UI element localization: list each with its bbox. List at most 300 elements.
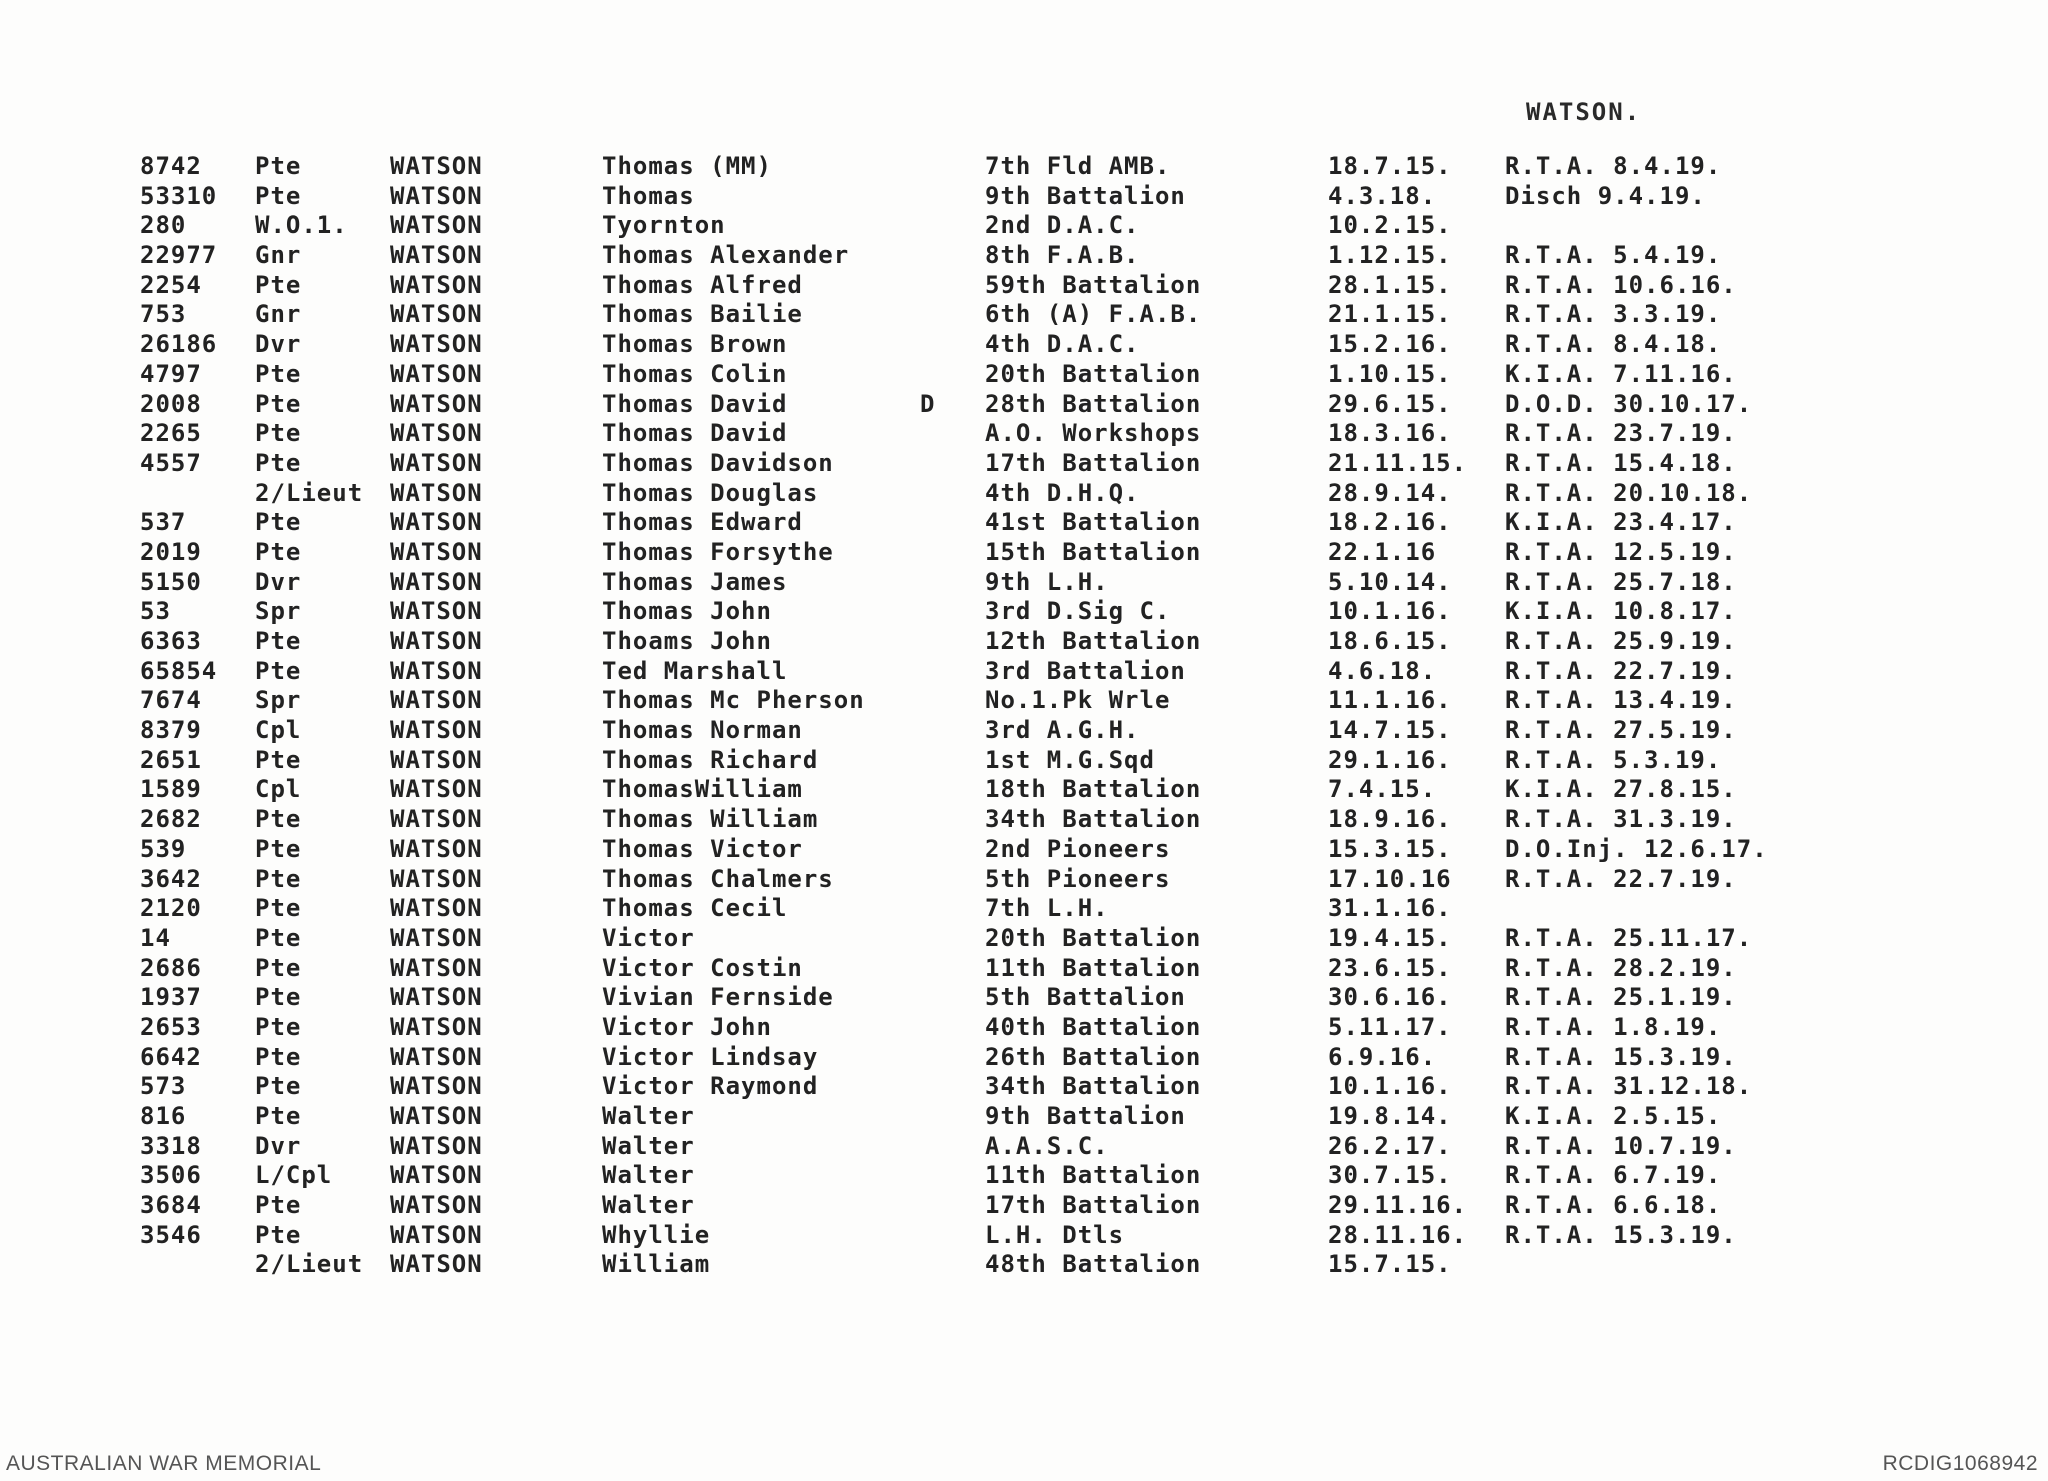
rank: Pte [255, 1012, 302, 1041]
footer-record-id: RCDIG1068942 [1882, 1452, 2038, 1475]
rank: Pte [255, 745, 302, 774]
roll-entry [140, 1221, 2020, 1251]
unit: 20th Battalion [985, 923, 1202, 952]
given-names: Walter [602, 1191, 695, 1220]
roll-entry [140, 538, 2020, 568]
enlistment-date: 4.3.18. [1328, 181, 1437, 210]
rank: Gnr [255, 241, 302, 270]
rank: Pte [255, 270, 302, 299]
service-number: 3506 [140, 1161, 202, 1190]
given-names: Victor [602, 923, 695, 952]
rank: L/Cpl [255, 1161, 333, 1190]
fate: R.T.A. 25.1.19. [1505, 983, 1737, 1012]
fate: R.T.A. 5.3.19. [1505, 745, 1722, 774]
surname: WATSON [390, 864, 483, 893]
surname: WATSON [390, 389, 483, 418]
service-number: 8742 [140, 152, 202, 180]
enlistment-date: 18.2.16. [1328, 508, 1452, 537]
rank: Pte [255, 894, 302, 923]
fate: K.I.A. 7.11.16. [1505, 359, 1737, 388]
surname: WATSON [390, 270, 483, 299]
service-number: 4557 [140, 448, 202, 477]
unit: 40th Battalion [985, 1012, 1202, 1041]
rank: Pte [255, 359, 302, 388]
unit: 17th Battalion [985, 448, 1202, 477]
surname: WATSON [390, 152, 483, 180]
rank: Pte [255, 508, 302, 537]
roll-entry [140, 449, 2020, 479]
given-names: Walter [602, 1161, 695, 1190]
rank: Pte [255, 152, 302, 180]
unit: 9th L.H. [985, 567, 1109, 596]
unit: 9th Battalion [985, 181, 1186, 210]
fate: R.T.A. 25.7.18. [1505, 567, 1737, 596]
rank: Pte [255, 389, 302, 418]
surname: WATSON [390, 775, 483, 804]
given-names: Thomas Brown [602, 330, 788, 359]
rank: Pte [255, 181, 302, 210]
fate: R.T.A. 22.7.19. [1505, 864, 1737, 893]
fate: D.O.D. 30.10.17. [1505, 389, 1753, 418]
enlistment-date: 23.6.15. [1328, 953, 1452, 982]
service-number: 816 [140, 1102, 187, 1130]
fate: R.T.A. 15.3.19. [1505, 1042, 1737, 1071]
unit: 26th Battalion [985, 1042, 1202, 1071]
rank: Spr [255, 686, 302, 715]
unit: 2nd Pioneers [985, 834, 1171, 863]
service-number: 2265 [140, 419, 202, 448]
surname: WATSON [390, 300, 483, 329]
rank: Pte [255, 419, 302, 448]
enlistment-date: 28.9.14. [1328, 478, 1452, 507]
roll-entry [140, 657, 2020, 687]
roll-entry [140, 330, 2020, 360]
roll-entry [140, 924, 2020, 954]
roll-entry [140, 360, 2020, 390]
given-names: Walter [602, 1102, 695, 1130]
service-number: 26186 [140, 330, 218, 359]
roll-entry [140, 241, 2020, 271]
service-number: 2653 [140, 1012, 202, 1041]
rank: Pte [255, 953, 302, 982]
service-number: 573 [140, 1072, 187, 1101]
service-number: 6642 [140, 1042, 202, 1071]
surname: WATSON [390, 716, 483, 745]
surname: WATSON [390, 1191, 483, 1220]
unit: 4th D.H.Q. [985, 478, 1140, 507]
roll-entry [140, 508, 2020, 538]
given-names: Thomas James [602, 567, 788, 596]
roll-entry [140, 1013, 2020, 1043]
enlistment-date: 15.2.16. [1328, 330, 1452, 359]
fate: R.T.A. 6.6.18. [1505, 1191, 1722, 1220]
enlistment-date: 29.11.16. [1328, 1191, 1468, 1220]
enlistment-date: 14.7.15. [1328, 716, 1452, 745]
service-number: 3318 [140, 1131, 202, 1160]
enlistment-date: 5.10.14. [1328, 567, 1452, 596]
fate: K.I.A. 10.8.17. [1505, 597, 1737, 626]
roll-entry [140, 271, 2020, 301]
rank: Dvr [255, 330, 302, 359]
roll-entry [140, 805, 2020, 835]
rank: Pte [255, 1191, 302, 1220]
enlistment-date: 28.11.16. [1328, 1220, 1468, 1249]
enlistment-date: 7.4.15. [1328, 775, 1437, 804]
surname: WATSON [390, 1042, 483, 1071]
given-names: Thomas Richard [602, 745, 819, 774]
service-number: 2254 [140, 270, 202, 299]
enlistment-date: 15.7.15. [1328, 1250, 1452, 1279]
surname: WATSON [390, 1131, 483, 1160]
service-number: 6363 [140, 627, 202, 655]
service-number: 2651 [140, 745, 202, 774]
service-number: 537 [140, 508, 187, 537]
fate: R.T.A. 12.5.19. [1505, 537, 1737, 566]
given-names: Victor Costin [602, 953, 803, 982]
unit: 11th Battalion [985, 953, 1202, 982]
given-names: Thomas Alexander [602, 241, 850, 270]
surname: WATSON [390, 627, 483, 655]
enlistment-date: 11.1.16. [1328, 686, 1452, 715]
given-names: Thomas Mc Pherson [602, 686, 865, 715]
fate: R.T.A. 15.4.18. [1505, 448, 1737, 477]
fate: K.I.A. 27.8.15. [1505, 775, 1737, 804]
roll-entry [140, 1250, 2020, 1280]
rank: Pte [255, 834, 302, 863]
fate: R.T.A. 20.10.18. [1505, 478, 1753, 507]
surname: WATSON [390, 953, 483, 982]
roll-entry [140, 865, 2020, 895]
roll-entry [140, 152, 2020, 182]
enlistment-date: 5.11.17. [1328, 1012, 1452, 1041]
unit: 7th L.H. [985, 894, 1109, 923]
rank: Spr [255, 597, 302, 626]
enlistment-date: 1.12.15. [1328, 241, 1452, 270]
page-heading: WATSON. [1526, 98, 1642, 126]
service-number: 1589 [140, 775, 202, 804]
rank: Dvr [255, 567, 302, 596]
given-names: Thomas Alfred [602, 270, 803, 299]
enlistment-date: 15.3.15. [1328, 834, 1452, 863]
service-number: 2008 [140, 389, 202, 418]
rank: Cpl [255, 775, 302, 804]
rank: Pte [255, 864, 302, 893]
unit: 41st Battalion [985, 508, 1202, 537]
enlistment-date: 10.1.16. [1328, 597, 1452, 626]
service-number: 5150 [140, 567, 202, 596]
enlistment-date: 18.7.15. [1328, 152, 1452, 180]
roll-entry [140, 954, 2020, 984]
given-names: Victor Raymond [602, 1072, 819, 1101]
fate: R.T.A. 31.12.18. [1505, 1072, 1753, 1101]
given-names: Vivian Fernside [602, 983, 834, 1012]
given-names: ThomasWilliam [602, 775, 803, 804]
given-names: Whyllie [602, 1220, 711, 1249]
service-number: 22977 [140, 241, 218, 270]
roll-entry [140, 894, 2020, 924]
given-names: Thomas Forsythe [602, 537, 834, 566]
unit: A.A.S.C. [985, 1131, 1109, 1160]
rank: Gnr [255, 300, 302, 329]
enlistment-date: 30.7.15. [1328, 1161, 1452, 1190]
rank: 2/Lieut [255, 478, 364, 507]
service-number: 53 [140, 597, 171, 626]
surname: WATSON [390, 1220, 483, 1249]
fate: K.I.A. 23.4.17. [1505, 508, 1737, 537]
given-names: Thoams John [602, 627, 772, 655]
fate: R.T.A. 10.7.19. [1505, 1131, 1737, 1160]
surname: WATSON [390, 537, 483, 566]
given-names: Thomas [602, 181, 695, 210]
unit: 12th Battalion [985, 627, 1202, 655]
unit: 2nd D.A.C. [985, 211, 1140, 240]
surname: WATSON [390, 983, 483, 1012]
given-names: Thomas Chalmers [602, 864, 834, 893]
margin-mark: D [920, 389, 936, 418]
surname: WATSON [390, 805, 483, 834]
service-number: 539 [140, 834, 187, 863]
unit: 20th Battalion [985, 359, 1202, 388]
surname: WATSON [390, 1072, 483, 1101]
surname: WATSON [390, 894, 483, 923]
roll-entry [140, 1043, 2020, 1073]
roll-entry [140, 1072, 2020, 1102]
given-names: Thomas Bailie [602, 300, 803, 329]
roll-entry [140, 211, 2020, 241]
given-names: William [602, 1250, 711, 1279]
service-number: 753 [140, 300, 187, 329]
unit: 3rd Battalion [985, 656, 1186, 685]
enlistment-date: 4.6.18. [1328, 656, 1437, 685]
enlistment-date: 31.1.16. [1328, 894, 1452, 923]
enlistment-date: 6.9.16. [1328, 1042, 1437, 1071]
service-number: 3684 [140, 1191, 202, 1220]
fate: R.T.A. 5.4.19. [1505, 241, 1722, 270]
unit: 6th (A) F.A.B. [985, 300, 1202, 329]
enlistment-date: 19.8.14. [1328, 1102, 1452, 1130]
fate: R.T.A. 25.9.19. [1505, 627, 1737, 655]
roll-entry [140, 835, 2020, 865]
roll-entry [140, 300, 2020, 330]
enlistment-date: 19.4.15. [1328, 923, 1452, 952]
unit: 11th Battalion [985, 1161, 1202, 1190]
surname: WATSON [390, 211, 483, 240]
rank: Pte [255, 805, 302, 834]
service-number: 3546 [140, 1220, 202, 1249]
surname: WATSON [390, 686, 483, 715]
enlistment-date: 28.1.15. [1328, 270, 1452, 299]
surname: WATSON [390, 241, 483, 270]
unit: 3rd A.G.H. [985, 716, 1140, 745]
enlistment-date: 29.6.15. [1328, 389, 1452, 418]
given-names: Thomas David [602, 389, 788, 418]
given-names: Thomas Edward [602, 508, 803, 537]
rank: W.O.1. [255, 211, 348, 240]
roll-entry [140, 1102, 2020, 1132]
footer-archive-name: AUSTRALIAN WAR MEMORIAL [6, 1452, 322, 1475]
service-number: 280 [140, 211, 187, 240]
unit: A.O. Workshops [985, 419, 1202, 448]
service-number: 14 [140, 923, 171, 952]
roll-entry [140, 1161, 2020, 1191]
rank: Dvr [255, 1131, 302, 1160]
rank: Pte [255, 627, 302, 655]
surname: WATSON [390, 1102, 483, 1130]
roll-entry [140, 182, 2020, 212]
unit: 3rd D.Sig C. [985, 597, 1171, 626]
given-names: Thomas Douglas [602, 478, 819, 507]
surname: WATSON [390, 923, 483, 952]
enlistment-date: 30.6.16. [1328, 983, 1452, 1012]
roll-entry [140, 479, 2020, 509]
enlistment-date: 29.1.16. [1328, 745, 1452, 774]
unit: 17th Battalion [985, 1191, 1202, 1220]
enlistment-date: 17.10.16 [1328, 864, 1452, 893]
roll-entry [140, 983, 2020, 1013]
rank: Pte [255, 448, 302, 477]
fate: R.T.A. 3.3.19. [1505, 300, 1722, 329]
roll-entry [140, 686, 2020, 716]
enlistment-date: 10.2.15. [1328, 211, 1452, 240]
roll-entry [140, 746, 2020, 776]
surname: WATSON [390, 745, 483, 774]
fate: K.I.A. 2.5.15. [1505, 1102, 1722, 1130]
enlistment-date: 10.1.16. [1328, 1072, 1452, 1101]
surname: WATSON [390, 1012, 483, 1041]
fate: R.T.A. 27.5.19. [1505, 716, 1737, 745]
roll-entry [140, 568, 2020, 598]
enlistment-date: 18.3.16. [1328, 419, 1452, 448]
fate: D.O.Inj. 12.6.17. [1505, 834, 1768, 863]
surname: WATSON [390, 567, 483, 596]
roll-entry [140, 716, 2020, 746]
fate: R.T.A. 8.4.19. [1505, 152, 1722, 180]
unit: 15th Battalion [985, 537, 1202, 566]
unit: 18th Battalion [985, 775, 1202, 804]
given-names: Thomas Norman [602, 716, 803, 745]
roll-entry [140, 419, 2020, 449]
enlistment-date: 21.11.15. [1328, 448, 1468, 477]
rank: Cpl [255, 716, 302, 745]
given-names: Thomas David [602, 419, 788, 448]
rank: Pte [255, 1102, 302, 1130]
given-names: Thomas Cecil [602, 894, 788, 923]
fate: R.T.A. 10.6.16. [1505, 270, 1737, 299]
service-number: 2682 [140, 805, 202, 834]
surname: WATSON [390, 448, 483, 477]
rank: Pte [255, 983, 302, 1012]
given-names: Thomas Victor [602, 834, 803, 863]
fate: R.T.A. 1.8.19. [1505, 1012, 1722, 1041]
service-number: 8379 [140, 716, 202, 745]
given-names: Thomas Colin [602, 359, 788, 388]
unit: 5th Pioneers [985, 864, 1171, 893]
rank: Pte [255, 1072, 302, 1101]
service-number: 7674 [140, 686, 202, 715]
unit: 5th Battalion [985, 983, 1186, 1012]
fate: R.T.A. 6.7.19. [1505, 1161, 1722, 1190]
service-number: 65854 [140, 656, 218, 685]
surname: WATSON [390, 656, 483, 685]
surname: WATSON [390, 330, 483, 359]
roll-entry [140, 390, 2020, 420]
given-names: Walter [602, 1131, 695, 1160]
service-number: 3642 [140, 864, 202, 893]
given-names: Thomas William [602, 805, 819, 834]
given-names: Thomas Davidson [602, 448, 834, 477]
rank: Pte [255, 537, 302, 566]
surname: WATSON [390, 508, 483, 537]
unit: No.1.Pk Wrle [985, 686, 1171, 715]
fate: R.T.A. 8.4.18. [1505, 330, 1722, 359]
given-names: Tyornton [602, 211, 726, 240]
given-names: Thomas (MM) [602, 152, 772, 180]
unit: 59th Battalion [985, 270, 1202, 299]
fate: R.T.A. 28.2.19. [1505, 953, 1737, 982]
enlistment-date: 21.1.15. [1328, 300, 1452, 329]
surname: WATSON [390, 419, 483, 448]
given-names: Ted Marshall [602, 656, 788, 685]
roll-entry [140, 1132, 2020, 1162]
rank: Pte [255, 1220, 302, 1249]
fate: R.T.A. 22.7.19. [1505, 656, 1737, 685]
unit: 34th Battalion [985, 1072, 1202, 1101]
unit: 48th Battalion [985, 1250, 1202, 1279]
unit: 8th F.A.B. [985, 241, 1140, 270]
service-number: 2686 [140, 953, 202, 982]
enlistment-date: 1.10.15. [1328, 359, 1452, 388]
fate: Disch 9.4.19. [1505, 181, 1706, 210]
surname: WATSON [390, 181, 483, 210]
service-number: 53310 [140, 181, 218, 210]
given-names: Victor John [602, 1012, 772, 1041]
unit: 7th Fld AMB. [985, 152, 1171, 180]
unit: 34th Battalion [985, 805, 1202, 834]
unit: 4th D.A.C. [985, 330, 1140, 359]
fate: R.T.A. 13.4.19. [1505, 686, 1737, 715]
surname: WATSON [390, 834, 483, 863]
roll-entry [140, 1191, 2020, 1221]
service-number: 2120 [140, 894, 202, 923]
given-names: Thomas John [602, 597, 772, 626]
given-names: Victor Lindsay [602, 1042, 819, 1071]
roll-entry [140, 775, 2020, 805]
fate: R.T.A. 25.11.17. [1505, 923, 1753, 952]
fate: R.T.A. 31.3.19. [1505, 805, 1737, 834]
surname: WATSON [390, 478, 483, 507]
service-number: 2019 [140, 537, 202, 566]
rank: Pte [255, 1042, 302, 1071]
fate: R.T.A. 15.3.19. [1505, 1220, 1737, 1249]
rank: Pte [255, 656, 302, 685]
unit: 9th Battalion [985, 1102, 1186, 1130]
surname: WATSON [390, 359, 483, 388]
surname: WATSON [390, 1250, 483, 1279]
service-number: 4797 [140, 359, 202, 388]
roll-entry [140, 627, 2020, 657]
nominal-roll-list [140, 152, 2020, 1280]
surname: WATSON [390, 597, 483, 626]
unit: 1st M.G.Sqd [985, 745, 1155, 774]
service-number: 1937 [140, 983, 202, 1012]
enlistment-date: 18.6.15. [1328, 627, 1452, 655]
enlistment-date: 22.1.16 [1328, 537, 1437, 566]
rank: 2/Lieut [255, 1250, 364, 1279]
fate: R.T.A. 23.7.19. [1505, 419, 1737, 448]
enlistment-date: 26.2.17. [1328, 1131, 1452, 1160]
rank: Pte [255, 923, 302, 952]
enlistment-date: 18.9.16. [1328, 805, 1452, 834]
